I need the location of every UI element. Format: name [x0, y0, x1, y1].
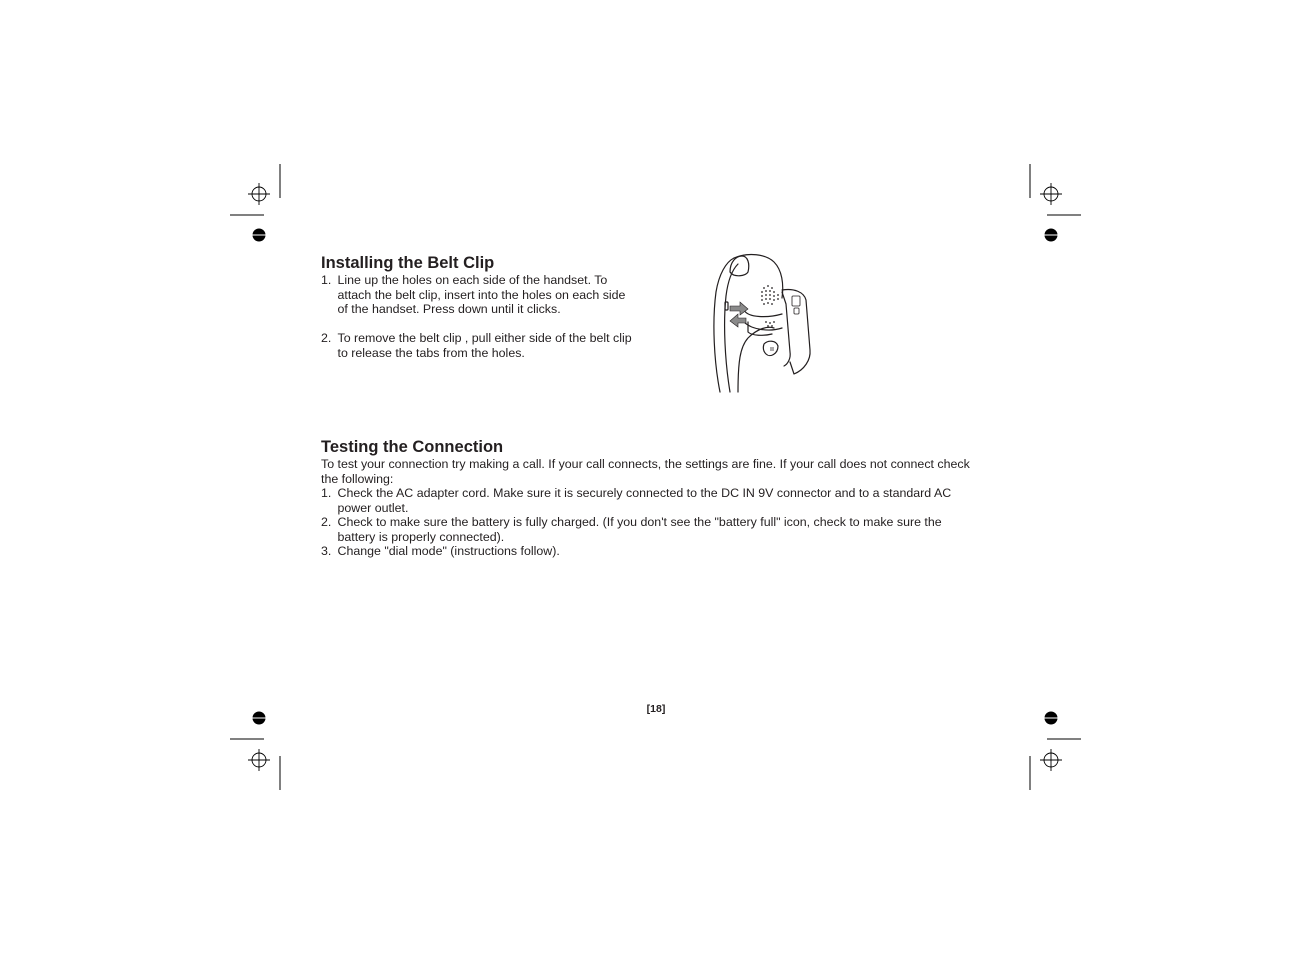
list-item [321, 331, 633, 360]
list-item [321, 544, 971, 559]
step-number: 1. [321, 486, 332, 500]
testing-steps [321, 486, 971, 559]
crop-marks-bottom-left [228, 706, 298, 796]
belt-clip-heading: Installing the Belt Clip [321, 254, 495, 272]
testing-connection-heading: Testing the Connection [321, 438, 504, 456]
step-text: To remove the belt clip , pull either side of the belt clip to release the tabs from the holes. [337, 331, 632, 360]
step-text: Change "dial mode" (instructions follow). [337, 544, 560, 558]
list-item [321, 486, 971, 515]
handset-belt-clip-illustration [708, 252, 818, 394]
belt-clip-steps [321, 273, 633, 360]
list-item [321, 273, 633, 317]
registration-crosshair-icon [1040, 183, 1062, 205]
testing-intro: To test your connection try making a call. If your call connects, the settings are fine. If your call does not connect check the following: [321, 457, 970, 486]
crop-marks-top-right [1014, 162, 1084, 252]
step-number: 2. [321, 515, 332, 529]
list-item [321, 515, 971, 544]
registration-crosshair-icon [248, 749, 270, 771]
step-text: Line up the holes on each side of the handset. To attach the belt clip, insert into the holes on each side of the handset. Press down until it clicks. [337, 273, 626, 316]
step-number: 3. [321, 544, 332, 558]
crop-marks-bottom-right [1014, 706, 1084, 796]
step-number: 2. [321, 331, 332, 345]
step-text: Check to make sure the battery is fully charged. (If you don't see the "battery full" icon, check to make sure the battery is properly connected). [337, 515, 942, 544]
step-text: Check the AC adapter cord. Make sure it is securely connected to the DC IN 9V connector and to a standard AC power outlet. [337, 486, 952, 515]
step-number: 1. [321, 273, 332, 287]
registration-crosshair-icon [1040, 749, 1062, 771]
crop-marks-top-left [228, 162, 298, 252]
registration-crosshair-icon [248, 183, 270, 205]
registration-dot-icon [251, 229, 267, 242]
page-number: [18] [646, 703, 666, 715]
registration-dot-icon [1043, 229, 1059, 242]
